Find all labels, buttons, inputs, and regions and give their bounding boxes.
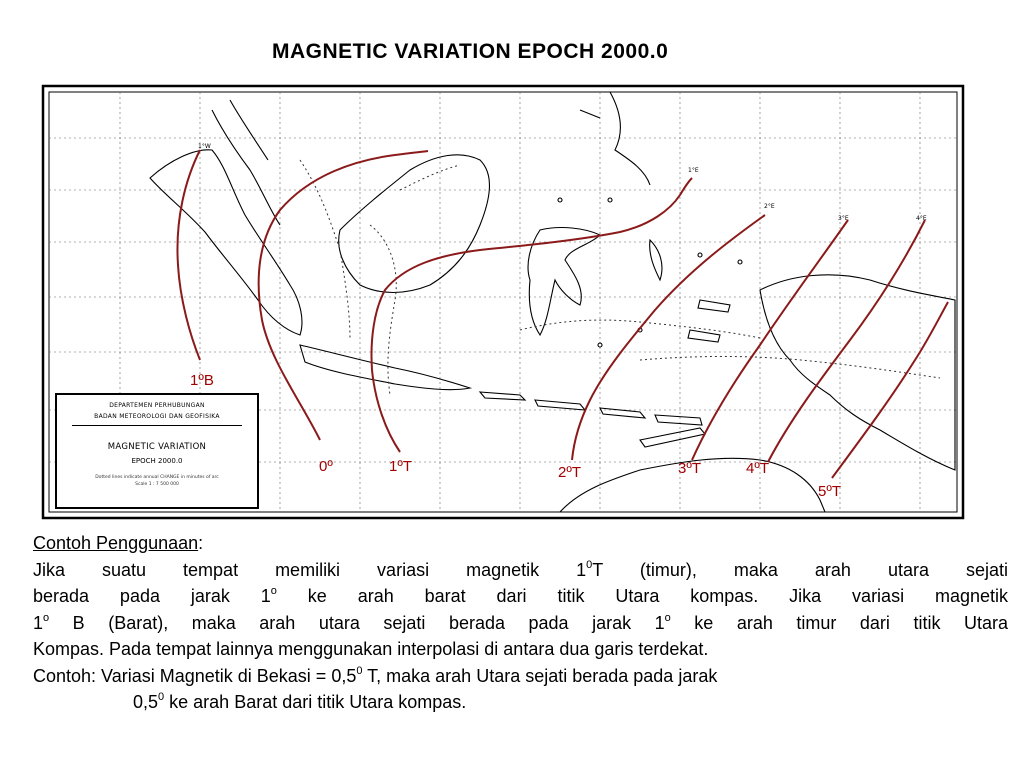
top-label-3e: 3°E xyxy=(838,215,849,222)
isogonic-label-0: 0º xyxy=(319,458,333,475)
isogonic-label-3t: 3ºT xyxy=(678,460,701,477)
line2-sup: o xyxy=(270,585,277,597)
line2-part-b: ke arah barat dari titik Utara kompas. Jika variasi magnetik xyxy=(276,586,1008,606)
coastlines xyxy=(150,92,955,512)
isogonic-lines xyxy=(177,150,948,478)
isogonic-label-4t: 4ºT xyxy=(746,460,769,477)
legend-scale: Scale 1 : 7 500 000 xyxy=(135,482,179,487)
legend-title: MAGNETIC VARIATION xyxy=(107,442,207,452)
isogonic-label-2t: 2ºT xyxy=(558,464,581,481)
legend-note: Dotted lines indicate annual CHANGE in minutes of arc xyxy=(95,475,219,480)
usage-heading-colon: : xyxy=(198,533,204,553)
top-label-1e: 1°E xyxy=(688,167,699,174)
usage-heading: Contoh Penggunaan xyxy=(33,533,199,553)
line1-part-a: Jika suatu tempat memiliki variasi magnetik 1 xyxy=(33,559,587,580)
line3-part-b: B (Barat), maka arah utara sejati berada pada jarak 1 xyxy=(49,612,665,633)
usage-heading-line xyxy=(33,530,1008,557)
line5-sup: 0 xyxy=(356,664,363,677)
legend-divider xyxy=(72,425,242,426)
usage-line-6 xyxy=(33,689,1008,716)
usage-line-2 xyxy=(33,583,1008,610)
line3-sup-2: o xyxy=(664,611,671,624)
isogonic-0 xyxy=(259,151,428,440)
legend-agency: BADAN METEOROLOGI DAN GEOFISIKA xyxy=(94,413,220,420)
usage-line-5 xyxy=(33,663,1008,690)
line6-part-a: 0,5 xyxy=(133,692,159,712)
coast-maluku xyxy=(650,240,730,342)
top-label-4e: 4°E xyxy=(916,215,927,222)
usage-line-3 xyxy=(33,610,1008,637)
coast-timor xyxy=(640,428,705,447)
coast-sumatra xyxy=(150,150,302,335)
map-title: MAGNETIC VARIATION EPOCH 2000.0 xyxy=(272,40,669,63)
usage-line-1 xyxy=(33,557,1008,584)
legend-epoch: EPOCH 2000.0 xyxy=(131,457,183,465)
map-legend xyxy=(55,393,259,509)
coast-java xyxy=(300,345,470,390)
coast-borneo xyxy=(339,155,490,293)
line6-sup: 0 xyxy=(158,691,165,703)
isogonic-4t xyxy=(768,220,925,462)
isogonic-label-5t: 5ºT xyxy=(818,483,841,500)
top-label-2e: 2°E xyxy=(764,203,775,210)
usage-line-4: Kompas. Pada tempat lainnya menggunakan interpolasi di antara dua garis terdekat. xyxy=(33,639,709,659)
line5-part-a: Contoh: Variasi Magnetik di Bekasi = 0,5 xyxy=(33,665,357,686)
line1-sup: 0 xyxy=(586,558,593,571)
line1-part-b: T (timur), maka arah utara sejati xyxy=(592,559,1008,580)
line2-part-a: berada pada jarak 1 xyxy=(33,586,271,606)
isogonic-5t xyxy=(832,302,948,478)
line3-sup-1: o xyxy=(43,611,50,624)
line3-part-a: 1 xyxy=(33,612,44,633)
annual-change-lines xyxy=(300,160,940,395)
top-labels xyxy=(198,143,927,222)
usage-text xyxy=(33,530,1008,716)
isogonic-label-1t: 1ºT xyxy=(389,458,412,475)
top-label-1w: 1°W xyxy=(198,143,211,150)
isogonic-label-1b: 1ºB xyxy=(190,372,214,389)
line3-part-c: ke arah timur dari titik Utara xyxy=(670,612,1008,633)
coast-philippines xyxy=(580,92,650,185)
isogonic-3t xyxy=(692,220,848,460)
line6-part-b: ke arah Barat dari titik Utara kompas. xyxy=(164,692,467,712)
isogonic-1b xyxy=(177,150,200,360)
legend-department: DEPARTEMEN PERHUBUNGAN xyxy=(109,402,205,409)
line5-part-b: T, maka arah Utara sejati berada pada jarak xyxy=(362,665,718,686)
